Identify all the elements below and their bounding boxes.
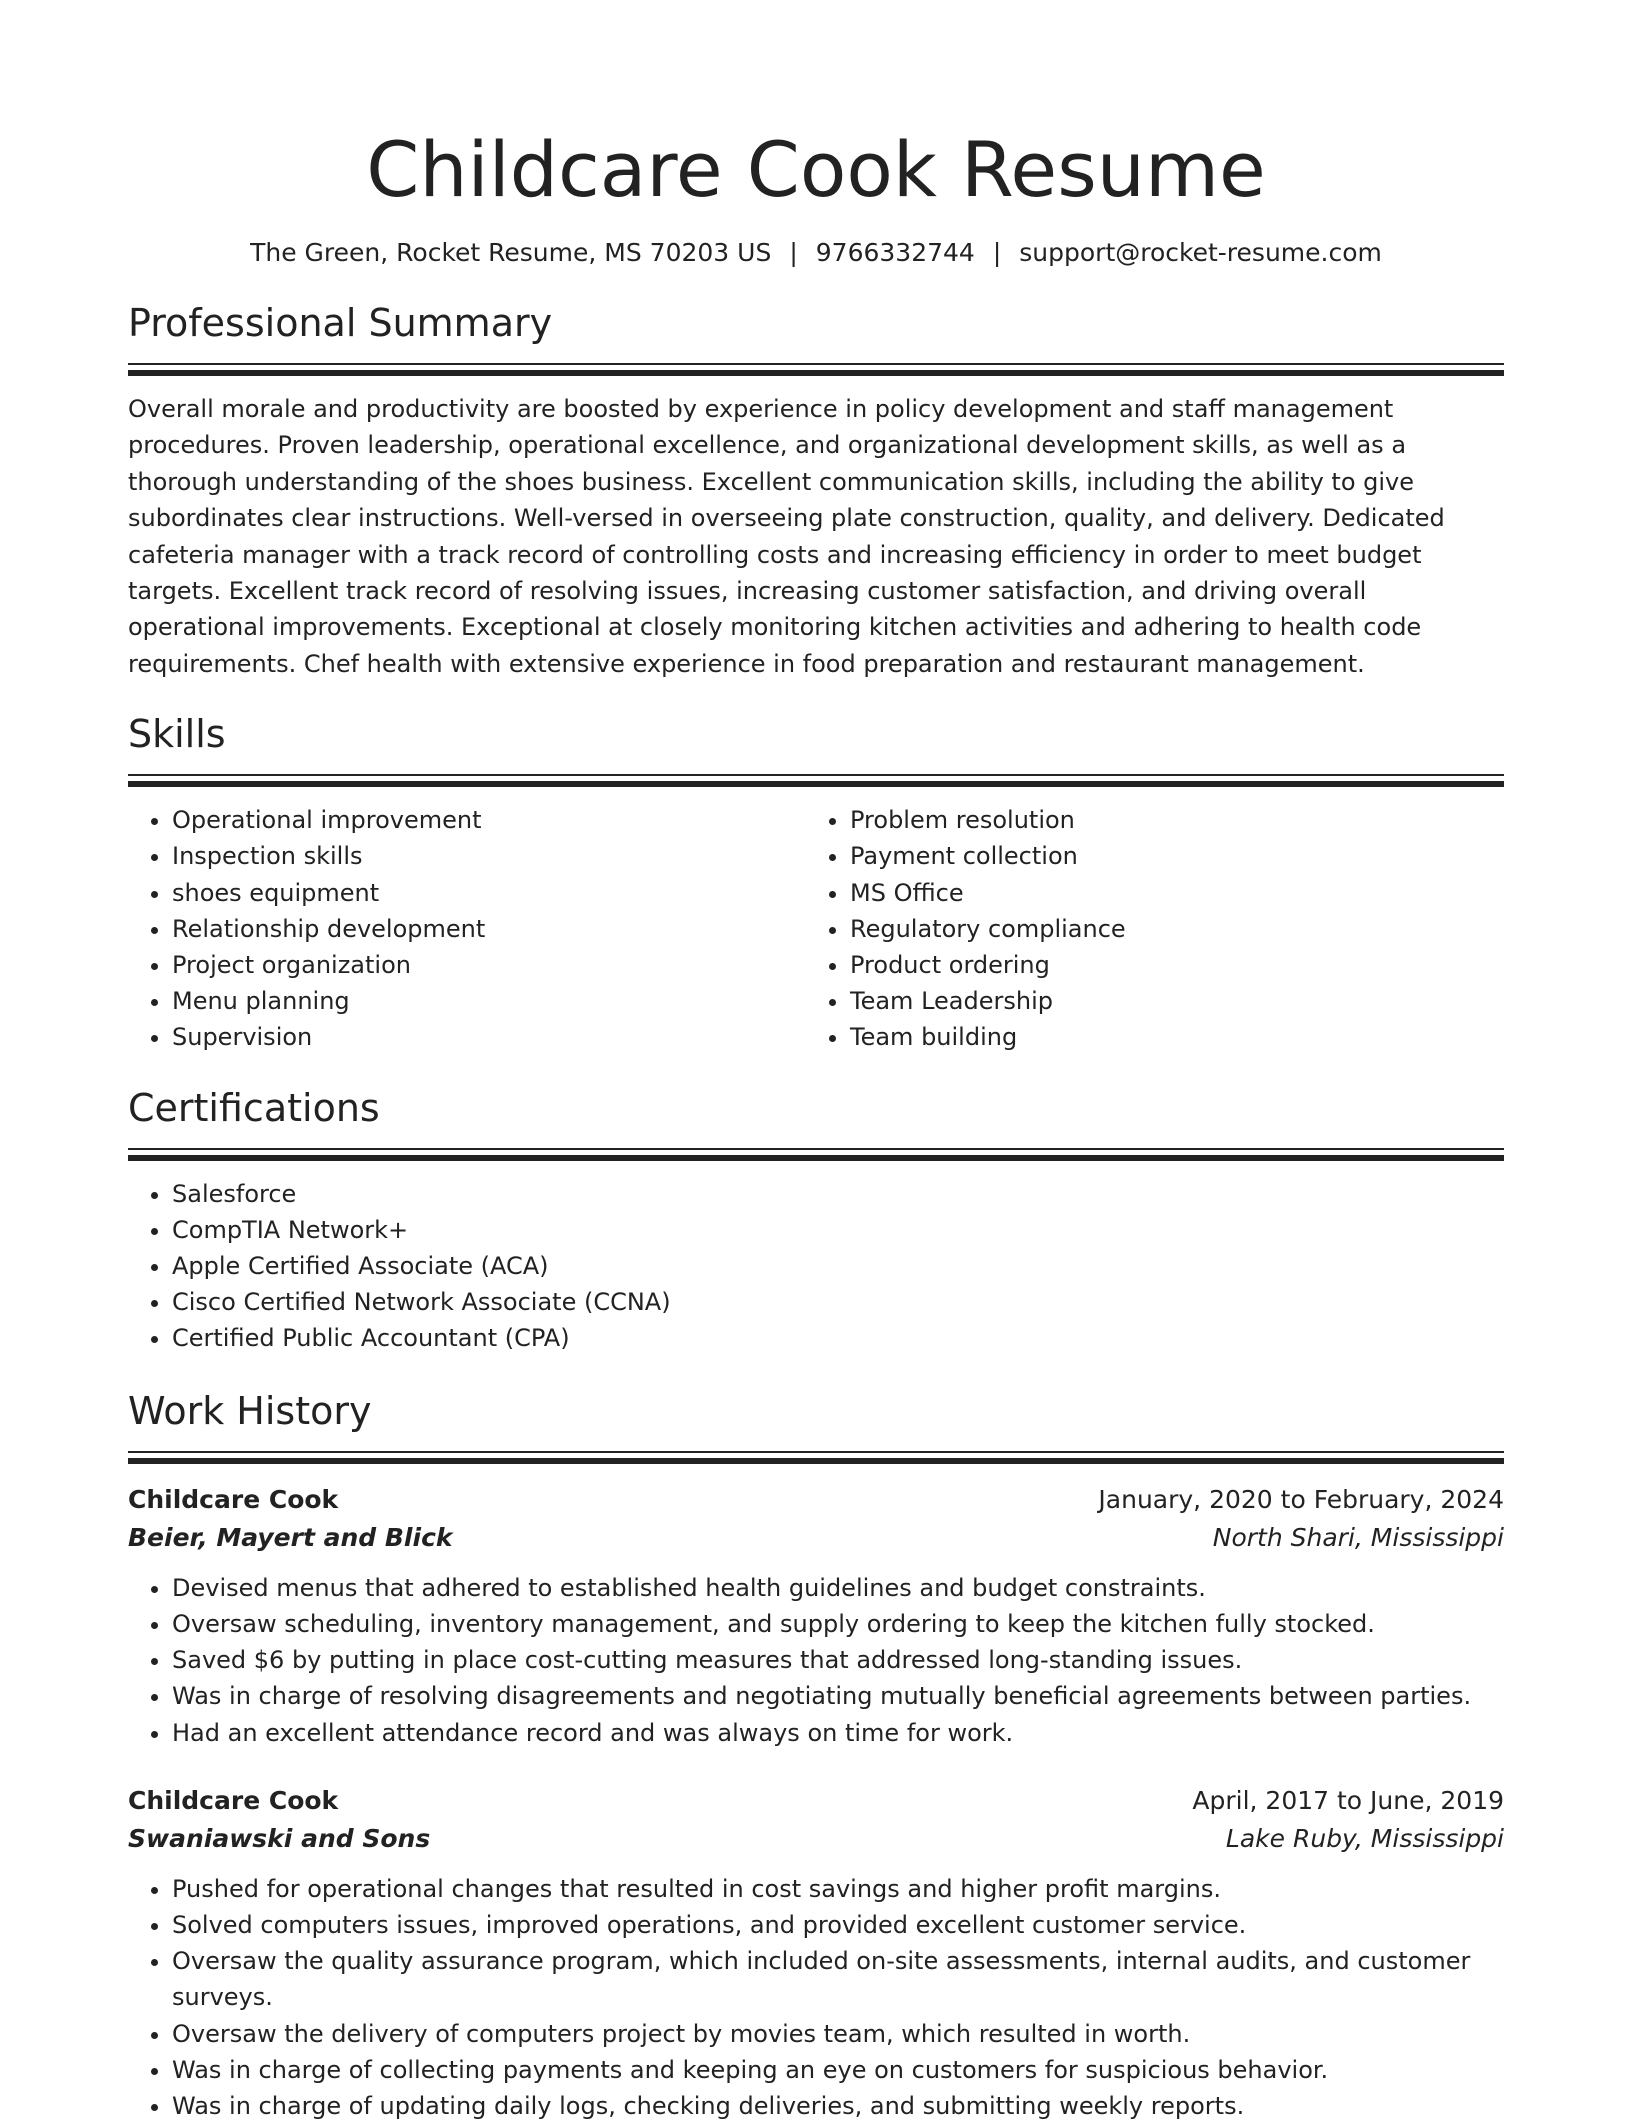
job-bullets <box>128 1871 1504 2124</box>
job-location: North Shari, Mississippi <box>1212 1522 1504 1552</box>
list-item: • Salesforce <box>172 1176 1504 1212</box>
job-company: Swaniawski and Sons <box>128 1823 431 1853</box>
list-item: • Solved computers issues, improved operations, and provided excellent customer service. <box>172 1907 1504 1943</box>
section-heading-certifications: Certifications <box>128 1085 380 1130</box>
section-divider <box>128 363 1504 377</box>
job-bullets <box>128 1570 1504 1751</box>
work-history-section <box>128 1387 1504 2124</box>
job-header <box>128 1782 1504 1820</box>
list-item: • Payment collection <box>850 838 1484 874</box>
job-subheader <box>128 1519 1504 1557</box>
section-heading-work-history: Work History <box>128 1388 372 1433</box>
list-item: • Regulatory compliance <box>850 911 1484 947</box>
contact-address: The Green, Rocket Resume, MS 70203 US <box>250 238 772 267</box>
job-header <box>128 1481 1504 1519</box>
job-subheader <box>128 1820 1504 1858</box>
contact-separator: | <box>992 238 1002 267</box>
section-divider <box>128 1148 1504 1162</box>
skills-column-right <box>806 802 1484 1055</box>
resume-page <box>128 0 1504 2124</box>
list-item: • Cisco Certified Network Associate (CCNA) <box>172 1284 1504 1320</box>
section-heading-summary: Professional Summary <box>128 301 553 345</box>
page-title: Childcare Cook Resume <box>366 125 1266 214</box>
list-item: • Was in charge of collecting payments and keeping an eye on customers for suspicious behavior. <box>172 2052 1504 2088</box>
job-dates: January, 2020 to February, 2024 <box>1098 1484 1504 1514</box>
list-item: • Pushed for operational changes that resulted in cost savings and higher profit margins. <box>172 1871 1504 1907</box>
list-item: • Inspection skills <box>172 838 806 874</box>
list-item: • Was in charge of updating daily logs, checking deliveries, and submitting weekly reports. <box>172 2088 1504 2124</box>
list-item: • Devised menus that adhered to established health guidelines and budget constraints. <box>172 1570 1504 1606</box>
list-item: • Oversaw scheduling, inventory management, and supply ordering to keep the kitchen fully stocked. <box>172 1606 1504 1642</box>
list-item: • Apple Certified Associate (ACA) <box>172 1248 1504 1284</box>
certifications-list <box>128 1176 1504 1357</box>
skills-section <box>128 710 1504 1055</box>
list-item: • shoes equipment <box>172 875 806 911</box>
list-item: • Oversaw the quality assurance program, which included on-site assessments, internal audits, and customer surveys. <box>172 1943 1504 2015</box>
list-item: • Had an excellent attendance record and was always on time for work. <box>172 1715 1504 1751</box>
list-item: • Menu planning <box>172 983 806 1019</box>
list-item: • Operational improvement <box>172 802 806 838</box>
contact-phone: 9766332744 <box>815 238 975 267</box>
list-item: • Product ordering <box>850 947 1484 983</box>
list-item: • Was in charge of resolving disagreements and negotiating mutually beneficial agreements between parties. <box>172 1678 1504 1714</box>
list-item: • Relationship development <box>172 911 806 947</box>
list-item: • Supervision <box>172 1019 806 1055</box>
summary-section <box>128 299 1504 682</box>
list-item: • Oversaw the delivery of computers project by movies team, which resulted in worth. <box>172 2016 1504 2052</box>
job-entry <box>128 1481 1504 1751</box>
job-dates: April, 2017 to June, 2019 <box>1192 1785 1504 1815</box>
skills-column-left <box>128 802 806 1055</box>
skills-columns <box>128 802 1504 1055</box>
section-divider <box>128 1451 1504 1465</box>
list-item: • CompTIA Network+ <box>172 1212 1504 1248</box>
certifications-section <box>128 1084 1504 1357</box>
contact-separator: | <box>789 238 798 267</box>
contact-line <box>128 236 1504 270</box>
list-item: • Saved $6 by putting in place cost-cutting measures that addressed long-standing issues. <box>172 1642 1504 1678</box>
job-title: Childcare Cook <box>128 1484 339 1514</box>
job-entry <box>128 1782 1504 2124</box>
section-divider <box>128 774 1504 788</box>
job-title: Childcare Cook <box>128 1785 339 1815</box>
list-item: • Project organization <box>172 947 806 983</box>
skills-list-right <box>806 802 1484 1055</box>
list-item: • Certified Public Accountant (CPA) <box>172 1320 1504 1356</box>
contact-email: support@rocket-resume.com <box>1019 238 1382 267</box>
job-location: Lake Ruby, Mississippi <box>1225 1823 1504 1853</box>
skills-list-left <box>128 802 806 1055</box>
list-item: • Problem resolution <box>850 802 1484 838</box>
list-item: • MS Office <box>850 875 1484 911</box>
section-heading-skills: Skills <box>128 712 226 757</box>
list-item: • Team Leadership <box>850 983 1484 1019</box>
list-item: • Team building <box>850 1019 1484 1055</box>
job-company: Beier, Mayert and Blick <box>128 1522 453 1552</box>
summary-text: Overall morale and productivity are boosted by experience in policy development and staff management procedures. Proven leadership, operational excellence, and organizational development skills, as well as a thorough understanding of the shoes business. Excellent communication skills, including the ability to give subordinates clear instructions. Well-versed in overseeing plate construction, quality, and delivery. Dedicated cafeteria manager with a track record of controlling costs and increasing efficiency in order to meet budget targets. Excellent track record of resolving issues, increasing customer satisfaction, and driving overall operational improvements. Exceptional at closely monitoring kitchen activities and adhering to health code requirements. Chef health with extensive experience in food preparation and restaurant management. <box>128 395 1445 678</box>
